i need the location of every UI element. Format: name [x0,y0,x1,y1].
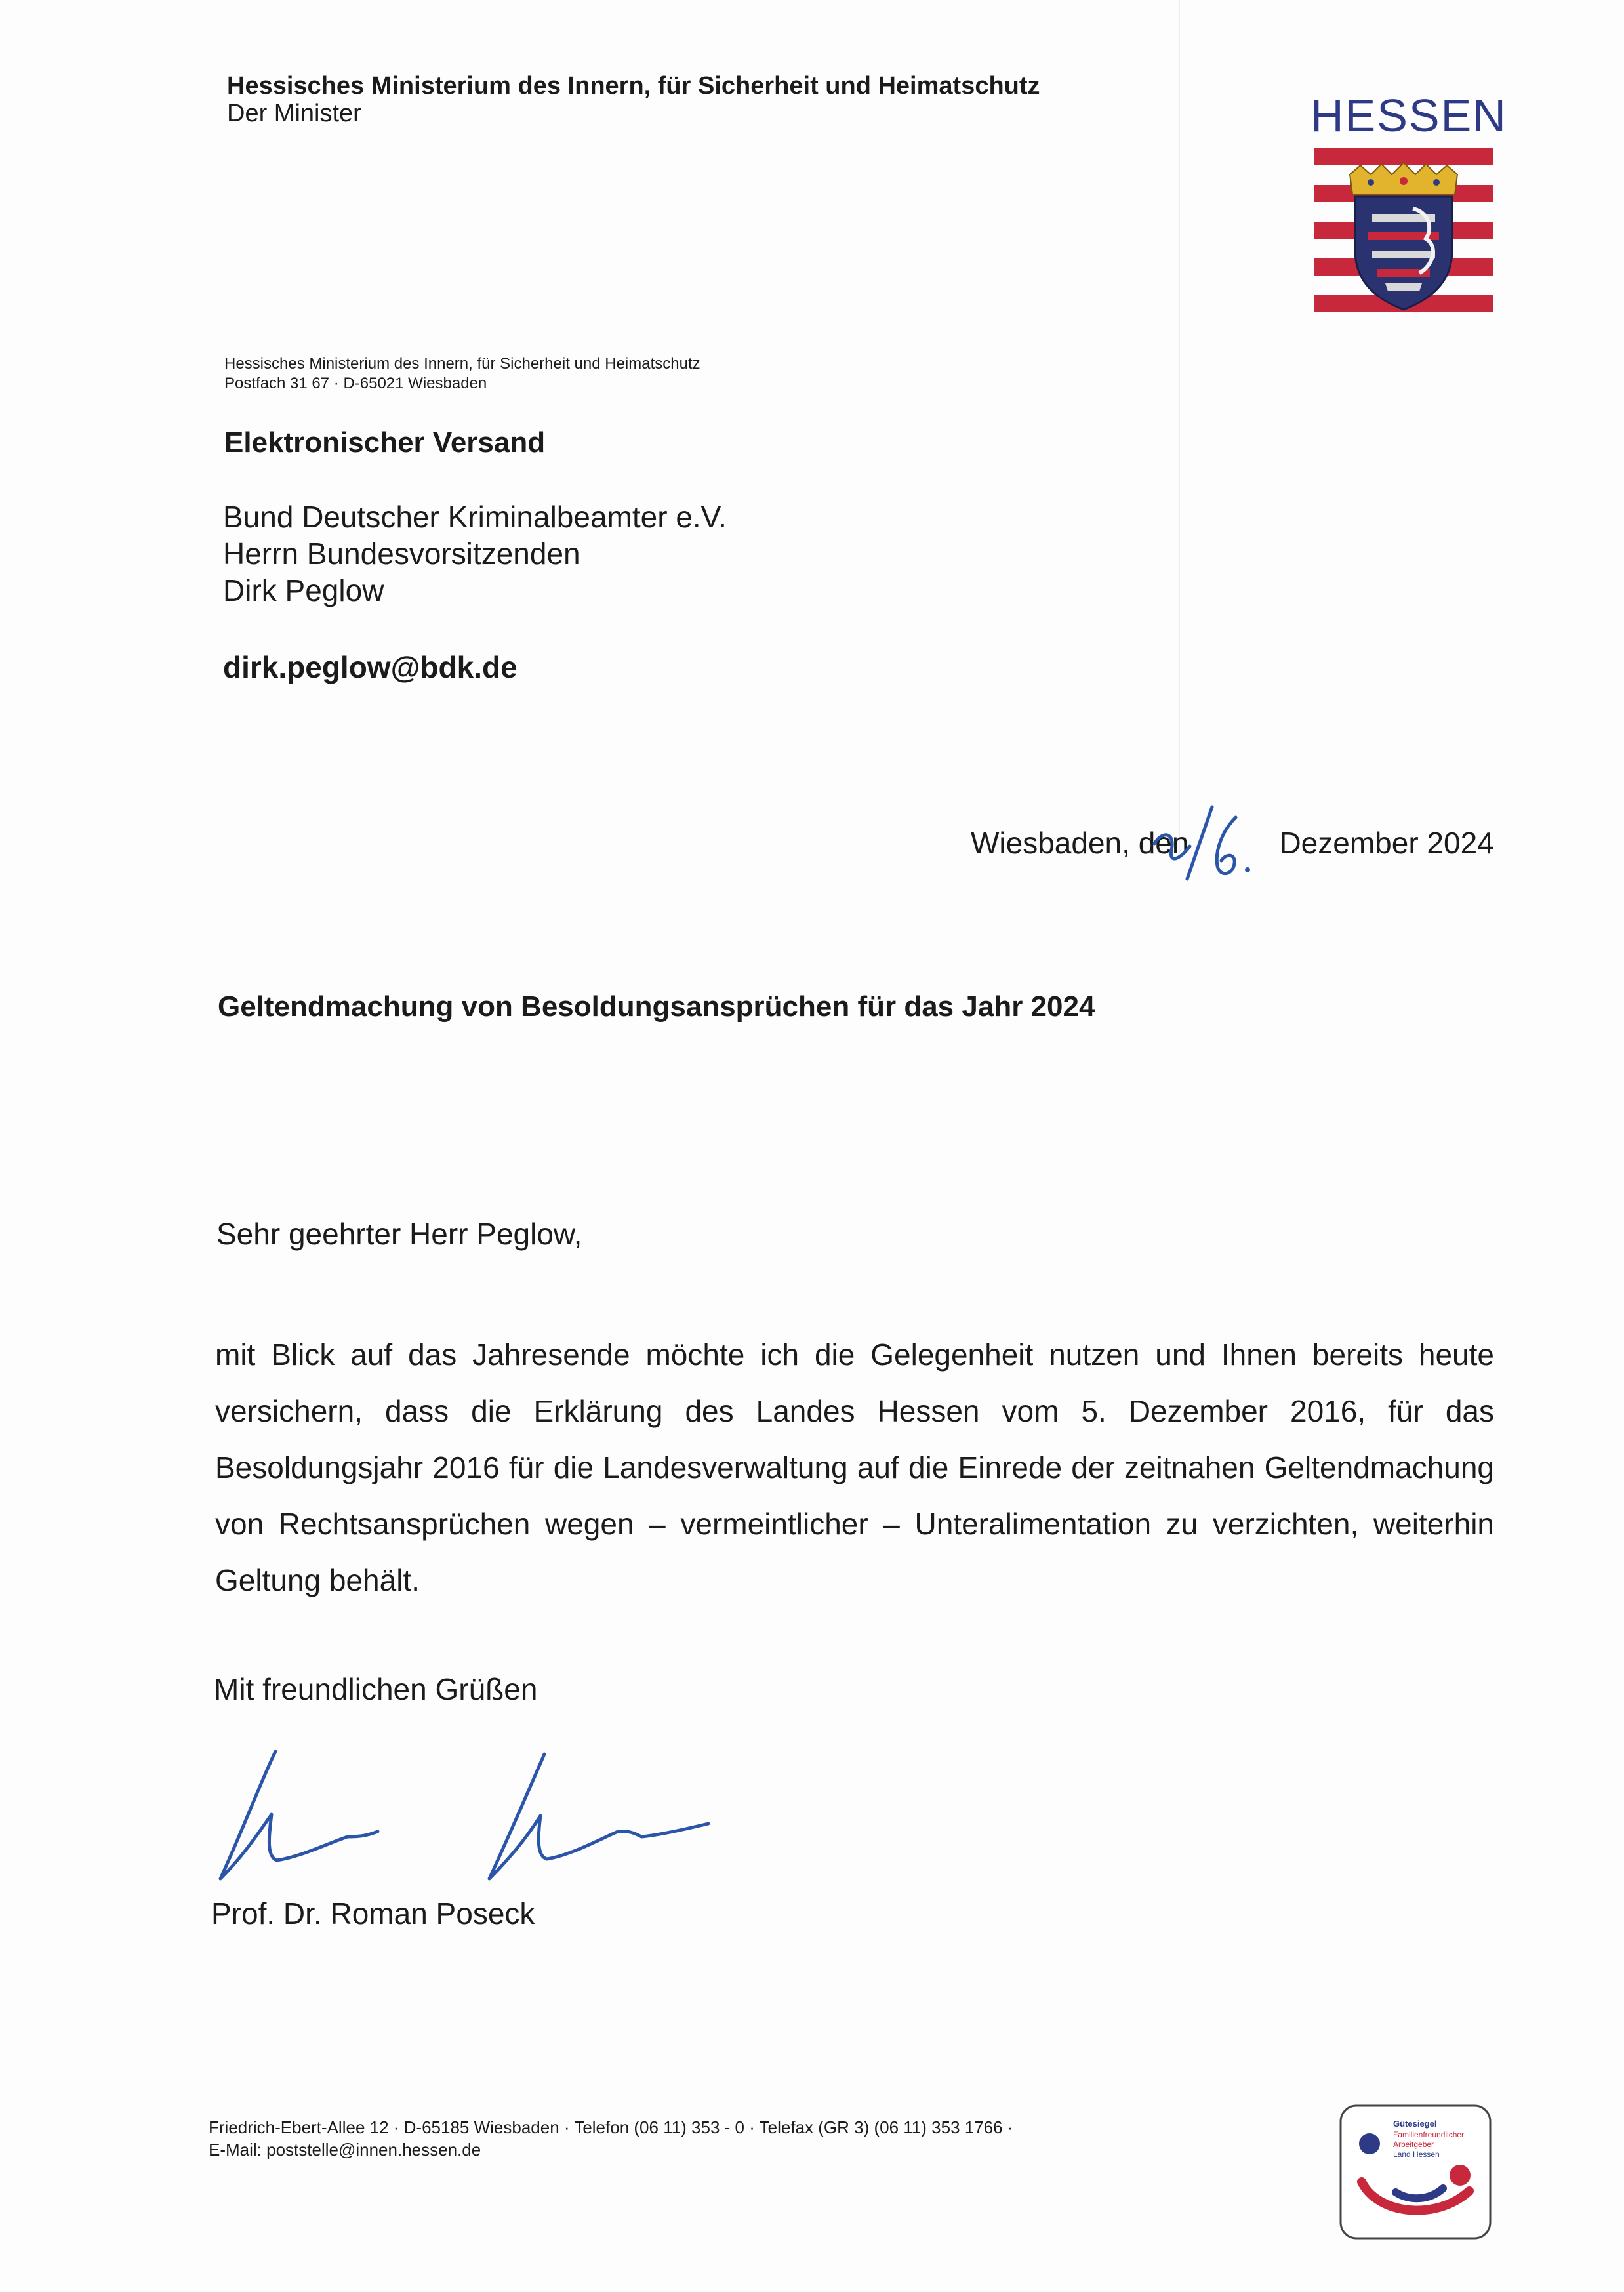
signatory-name: Prof. Dr. Roman Poseck [211,1896,535,1931]
letter-body: mit Blick auf das Jahresende möchte ich die Gelegenheit nutzen und Ihnen bereits heute versichern, dass die Erklärung des Landes Hessen vom 5. Dezember 2016, für das Besoldungsjahr 2016 für die Landesverwaltung auf die Einrede der zeitnahen Geltendmachung von Rechtsansprüchen wegen – vermeintlicher – Unteralimentation zu verzichten, weiterhin Geltung behält. [215,1338,1494,1597]
seal-text-1: Gütesiegel [1393,2119,1437,2129]
sender-line-1: Hessisches Ministerium des Innern, für Sicherheit und Heimatschutz [224,355,700,373]
hessen-coat-of-arms-icon [1314,148,1493,328]
letter-footer [209,2116,1013,2161]
signature-icon [203,1738,728,1889]
recipient-title: Herrn Bundesvorsitzenden [223,537,580,571]
handwritten-day [1149,798,1280,883]
letter-subject: Geltendmachung von Besoldungsansprüchen für das Jahr 2024 [218,991,1095,1023]
page-fold-line [1179,0,1180,853]
letterhead-role: Der Minister [227,100,361,127]
family-friendly-employer-seal-icon [1338,2103,1493,2241]
seal-text-2: Familienfreundlicher [1393,2130,1465,2139]
letter-salutation: Sehr geehrter Herr Peglow, [216,1217,582,1251]
letter-closing: Mit freundlichen Grüßen [214,1672,538,1706]
recipient-address [223,499,727,609]
sender-return-address [224,354,700,394]
footer-email-line: E-Mail: poststelle@innen.hessen.de [209,2140,481,2159]
recipient-email: dirk.peglow@bdk.de [223,650,518,684]
recipient-name: Dirk Peglow [223,573,384,607]
date-month-year: Dezember 2024 [1279,826,1494,860]
seal-text-3: Arbeitgeber [1393,2140,1434,2149]
sender-line-2: Postfach 31 67 · D-65021 Wiesbaden [224,375,487,392]
seal-text-4: Land Hessen [1393,2150,1440,2159]
recipient-organization: Bund Deutscher Kriminalbeamter e.V. [223,500,727,534]
letterhead-ministry: Hessisches Ministerium des Innern, für Sicherheit und Heimatschutz [227,72,1040,100]
delivery-method: Elektronischer Versand [224,426,546,459]
hessen-wordmark: HESSEN [1310,90,1507,141]
footer-address-line: Friedrich-Ebert-Allee 12 · D-65185 Wiesbaden · Telefon (06 11) 353 - 0 · Telefax (GR 3) (06 11) 353 1766 · [209,2118,1013,2137]
date-place: Wiesbaden, den [971,826,1189,860]
